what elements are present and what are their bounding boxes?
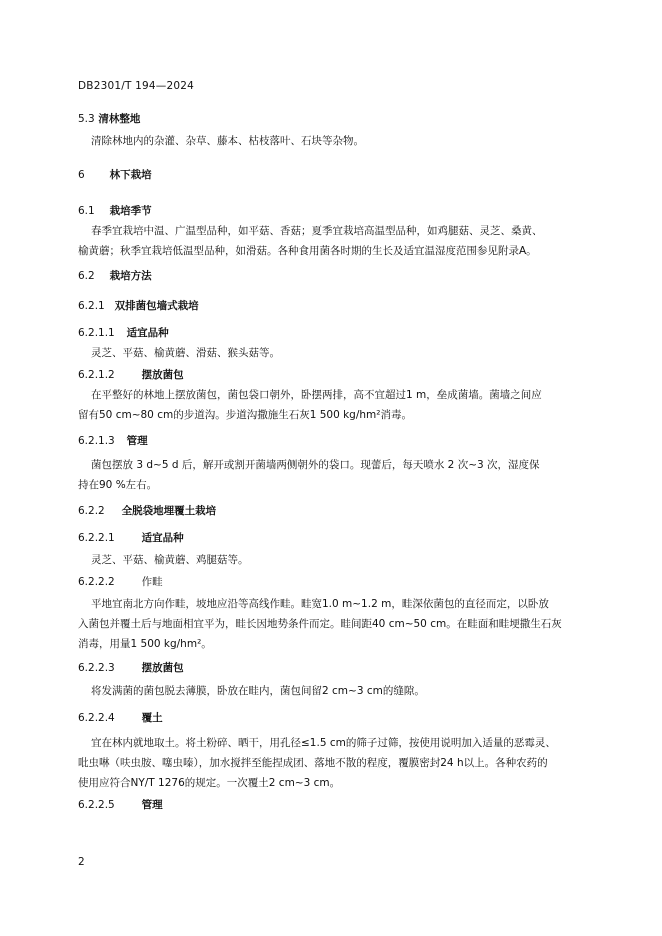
paragraph-6-2-2-1	[78, 550, 584, 570]
heading-title: 摆放菌包	[141, 369, 184, 381]
heading-title: 管理	[126, 435, 148, 447]
heading-6-2	[78, 268, 152, 283]
heading-6	[78, 167, 152, 182]
heading-title: 栽培季节	[109, 205, 152, 217]
heading-number: 6.2.1.3	[78, 435, 115, 447]
paragraph-line: 清除林地内的杂灌、杂草、藤本、枯枝落叶、石块等杂物。	[91, 135, 364, 147]
heading-title: 林下栽培	[109, 169, 152, 181]
paragraph-6-2-1-2	[78, 385, 584, 425]
heading-6-2-2-1	[78, 530, 184, 545]
heading-title: 栽培方法	[109, 270, 152, 282]
heading-6-2-2-2	[78, 574, 163, 589]
heading-title: 摆放菌包	[141, 662, 184, 674]
heading-number: 6.2	[78, 270, 95, 282]
paragraph-line: 吡虫啉（呋虫胺、噻虫嗪），加水搅拌至能捏成团、落地不散的程度，覆膜密封24 h以上。各种农药的	[78, 757, 548, 769]
heading-6-2-2-5	[78, 797, 163, 812]
heading-title: 覆土	[141, 712, 163, 724]
heading-6-2-1-1	[78, 325, 169, 340]
document-code: DB2301/T 194—2024	[78, 80, 194, 92]
paragraph-6-2-2-2	[78, 594, 584, 654]
heading-title: 管理	[141, 799, 163, 811]
heading-number: 6.2.2.1	[78, 532, 115, 544]
page-number: 2	[78, 856, 85, 868]
paragraph-line: 春季宜栽培中温、广温型品种，如平菇、香菇；夏季宜栽培高温型品种，如鸡腿菇、灵芝、桑黄、	[91, 225, 543, 237]
paragraph-5-3	[78, 131, 584, 151]
heading-number: 5.3	[78, 113, 95, 125]
paragraph-6-2-2-3	[78, 681, 584, 701]
heading-6-1	[78, 203, 152, 218]
heading-6-2-2	[78, 503, 216, 518]
heading-number: 6.2.1	[78, 300, 105, 312]
paragraph-line: 灵芝、平菇、榆黄蘑、鸡腿菇等。	[91, 554, 249, 566]
heading-title: 适宜品种	[141, 532, 184, 544]
paragraph-line: 使用应符合NY/T 1276的规定。一次覆土2 cm~3 cm。	[78, 777, 341, 789]
heading-number: 6.2.2.4	[78, 712, 115, 724]
heading-number: 6.2.2.5	[78, 799, 115, 811]
paragraph-line: 宜在林内就地取土。将土粉碎、晒干，用孔径≤1.5 cm的筛子过筛，按使用说明加入适量的恶霉灵、	[91, 737, 556, 749]
heading-number: 6	[78, 169, 85, 181]
paragraph-line: 将发满菌的菌包脱去薄膜，卧放在畦内，菌包间留2 cm~3 cm的缝隙。	[91, 685, 425, 697]
heading-number: 6.2.2	[78, 505, 105, 517]
paragraph-line: 在平整好的林地上摆放菌包，菌包袋口朝外，卧摆两排，高不宜超过1 m，垒成菌墙。菌墙之间应	[91, 389, 542, 401]
heading-number: 6.2.1.1	[78, 327, 115, 339]
heading-title: 适宜品种	[126, 327, 169, 339]
paragraph-line: 灵芝、平菇、榆黄蘑、滑菇、猴头菇等。	[91, 347, 280, 359]
heading-number: 6.2.2.3	[78, 662, 115, 674]
paragraph-6-2-1-3	[78, 455, 584, 495]
heading-title: 双排菌包墙式栽培	[114, 300, 199, 312]
heading-6-2-2-4	[78, 710, 163, 725]
heading-title: 清林整地	[98, 113, 141, 125]
paragraph-6-2-2-4	[78, 733, 584, 793]
paragraph-line: 留有50 cm~80 cm的步道沟。步道沟撒施生石灰1 500 kg/hm²消毒。	[78, 409, 412, 421]
heading-number: 6.1	[78, 205, 95, 217]
paragraph-line: 榆黄蘑；秋季宜栽培低温型品种，如滑菇。各种食用菌各时期的生长及适宜温湿度范围参见附录A。	[78, 245, 537, 257]
heading-6-2-1	[78, 298, 199, 313]
heading-title: 全脱袋地埋覆土栽培	[121, 505, 217, 517]
paragraph-6-1	[78, 221, 584, 261]
heading-6-2-1-2	[78, 367, 184, 382]
paragraph-line: 入菌包并覆土后与地面相宜平为，畦长因地势条件而定。畦间距40 cm~50 cm。在畦面和畦埂撒生石灰	[78, 618, 562, 630]
paragraph-6-2-1-1	[78, 343, 584, 363]
heading-5-3	[78, 111, 140, 126]
paragraph-line: 平地宜南北方向作畦，坡地应沿等高线作畦。畦宽1.0 m~1.2 m，畦深依菌包的直径而定，以卧放	[91, 598, 549, 610]
heading-number: 6.2.2.2	[78, 576, 115, 588]
paragraph-line: 菌包摆放 3 d~5 d 后，解开或割开菌墙两侧朝外的袋口。现蕾后，每天喷水 2 次~3 次，湿度保	[91, 459, 540, 471]
paragraph-line: 持在90 %左右。	[78, 479, 158, 491]
heading-6-2-2-3	[78, 660, 184, 675]
paragraph-line: 消毒，用量1 500 kg/hm²。	[78, 638, 212, 650]
heading-title: 作畦	[141, 576, 163, 588]
heading-number: 6.2.1.2	[78, 369, 115, 381]
heading-6-2-1-3	[78, 433, 148, 448]
